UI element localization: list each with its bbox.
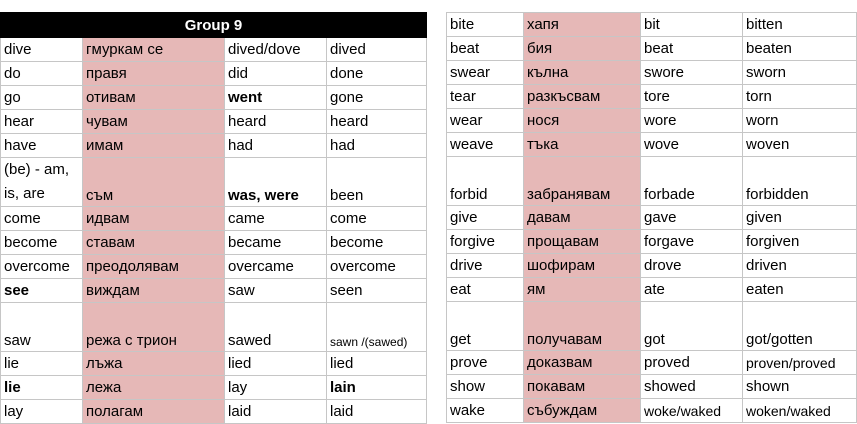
past-simple: did: [225, 62, 327, 86]
verbs-table-left: [0, 12, 427, 424]
base-form: lie: [1, 352, 83, 376]
translation: ям: [524, 278, 641, 302]
base-form: forbid: [447, 157, 524, 206]
past-participle: had: [327, 134, 427, 158]
past-simple: lay: [225, 376, 327, 400]
base-form: go: [1, 86, 83, 110]
past-simple: swore: [641, 61, 743, 85]
table-row: [447, 37, 857, 61]
past-simple: dived/dove: [225, 38, 327, 62]
table-row: [1, 231, 427, 255]
past-participle: come: [327, 207, 427, 231]
translation: получавам: [524, 302, 641, 351]
translation: отивам: [83, 86, 225, 110]
past-simple: overcame: [225, 255, 327, 279]
table-row: [1, 207, 427, 231]
base-form: see: [1, 279, 83, 303]
table-row: [1, 134, 427, 158]
table-row: [1, 86, 427, 110]
table-row: [1, 110, 427, 134]
translation: съм: [83, 158, 225, 207]
past-simple: woke/waked: [641, 399, 743, 423]
base-form: hear: [1, 110, 83, 134]
translation: тъка: [524, 133, 641, 157]
past-participle: lain: [327, 376, 427, 400]
translation: правя: [83, 62, 225, 86]
translation: прощавам: [524, 230, 641, 254]
past-participle: laid: [327, 400, 427, 424]
translation: режа с трион: [83, 303, 225, 352]
translation: покавам: [524, 375, 641, 399]
base-form: show: [447, 375, 524, 399]
table-row: [1, 352, 427, 376]
base-form: come: [1, 207, 83, 231]
table-row: [447, 133, 857, 157]
past-simple: went: [225, 86, 327, 110]
base-form: have: [1, 134, 83, 158]
base-form: lie: [1, 376, 83, 400]
table-header-row: [1, 13, 427, 38]
past-participle: beaten: [743, 37, 857, 61]
past-simple: showed: [641, 375, 743, 399]
past-simple: heard: [225, 110, 327, 134]
past-participle: driven: [743, 254, 857, 278]
translation: ставам: [83, 231, 225, 255]
past-participle: given: [743, 206, 857, 230]
past-participle: become: [327, 231, 427, 255]
past-simple: tore: [641, 85, 743, 109]
past-simple: came: [225, 207, 327, 231]
past-simple: lied: [225, 352, 327, 376]
past-participle: sworn: [743, 61, 857, 85]
past-simple: was, were: [225, 158, 327, 207]
base-form: prove: [447, 351, 524, 375]
past-simple: proved: [641, 351, 743, 375]
translation: доказвам: [524, 351, 641, 375]
base-form: overcome: [1, 255, 83, 279]
past-simple: sawed: [225, 303, 327, 352]
past-simple: bit: [641, 13, 743, 37]
table-row: [1, 376, 427, 400]
table-row: [447, 157, 857, 206]
translation: шофирам: [524, 254, 641, 278]
table-row: [447, 230, 857, 254]
table-row: [1, 303, 427, 352]
past-participle: seen: [327, 279, 427, 303]
translation: разкъсвам: [524, 85, 641, 109]
translation: бия: [524, 37, 641, 61]
translation: имам: [83, 134, 225, 158]
past-participle: proven/proved: [743, 351, 857, 375]
table-row: [447, 85, 857, 109]
table-row: [447, 399, 857, 423]
past-simple: became: [225, 231, 327, 255]
past-participle: overcome: [327, 255, 427, 279]
past-simple: wove: [641, 133, 743, 157]
table-row: [447, 278, 857, 302]
past-participle: shown: [743, 375, 857, 399]
translation: полагам: [83, 400, 225, 424]
base-form: bite: [447, 13, 524, 37]
table-row: [1, 158, 427, 207]
table-row: [447, 302, 857, 351]
past-simple: forbade: [641, 157, 743, 206]
base-form: swear: [447, 61, 524, 85]
base-form: eat: [447, 278, 524, 302]
base-form: wake: [447, 399, 524, 423]
translation: чувам: [83, 110, 225, 134]
translation: лежа: [83, 376, 225, 400]
past-participle: lied: [327, 352, 427, 376]
past-participle: forgiven: [743, 230, 857, 254]
past-simple: beat: [641, 37, 743, 61]
translation: кълна: [524, 61, 641, 85]
past-participle: bitten: [743, 13, 857, 37]
base-form: wear: [447, 109, 524, 133]
translation: гмуркам се: [83, 38, 225, 62]
translation: събуждам: [524, 399, 641, 423]
table-row: [447, 254, 857, 278]
past-simple: wore: [641, 109, 743, 133]
table-row: [447, 109, 857, 133]
base-form: beat: [447, 37, 524, 61]
table-row: [1, 400, 427, 424]
table-row: [447, 375, 857, 399]
base-form: forgive: [447, 230, 524, 254]
past-participle: been: [327, 158, 427, 207]
base-form: weave: [447, 133, 524, 157]
translation: давам: [524, 206, 641, 230]
past-participle: done: [327, 62, 427, 86]
past-simple: gave: [641, 206, 743, 230]
translation: лъжа: [83, 352, 225, 376]
translation: идвам: [83, 207, 225, 231]
base-form: dive: [1, 38, 83, 62]
past-simple: ate: [641, 278, 743, 302]
past-simple: saw: [225, 279, 327, 303]
past-simple: drove: [641, 254, 743, 278]
base-form: do: [1, 62, 83, 86]
base-form: tear: [447, 85, 524, 109]
translation: забранявам: [524, 157, 641, 206]
translation: хапя: [524, 13, 641, 37]
past-participle: dived: [327, 38, 427, 62]
base-form: (be) - am, is, are: [1, 158, 83, 207]
past-participle: woken/waked: [743, 399, 857, 423]
table-row: [447, 13, 857, 37]
past-participle: worn: [743, 109, 857, 133]
past-participle: heard: [327, 110, 427, 134]
past-participle: got/gotten: [743, 302, 857, 351]
past-simple: forgave: [641, 230, 743, 254]
base-form: lay: [1, 400, 83, 424]
table-row: [1, 279, 427, 303]
base-form: get: [447, 302, 524, 351]
verbs-table-right: [446, 12, 857, 423]
past-simple: got: [641, 302, 743, 351]
table-row: [1, 38, 427, 62]
table-row: [1, 62, 427, 86]
translation: виждам: [83, 279, 225, 303]
table-row: [447, 351, 857, 375]
past-participle: woven: [743, 133, 857, 157]
past-simple: had: [225, 134, 327, 158]
past-participle: torn: [743, 85, 857, 109]
past-participle: gone: [327, 86, 427, 110]
base-form: drive: [447, 254, 524, 278]
base-form: give: [447, 206, 524, 230]
past-participle: eaten: [743, 278, 857, 302]
translation: нося: [524, 109, 641, 133]
past-participle: sawn /(sawed): [327, 303, 427, 352]
past-participle: forbidden: [743, 157, 857, 206]
table-row: [447, 206, 857, 230]
translation: преодолявам: [83, 255, 225, 279]
table-row: [1, 255, 427, 279]
group-title: Group 9: [1, 13, 427, 38]
base-form: become: [1, 231, 83, 255]
table-row: [447, 61, 857, 85]
base-form: saw: [1, 303, 83, 352]
past-simple: laid: [225, 400, 327, 424]
